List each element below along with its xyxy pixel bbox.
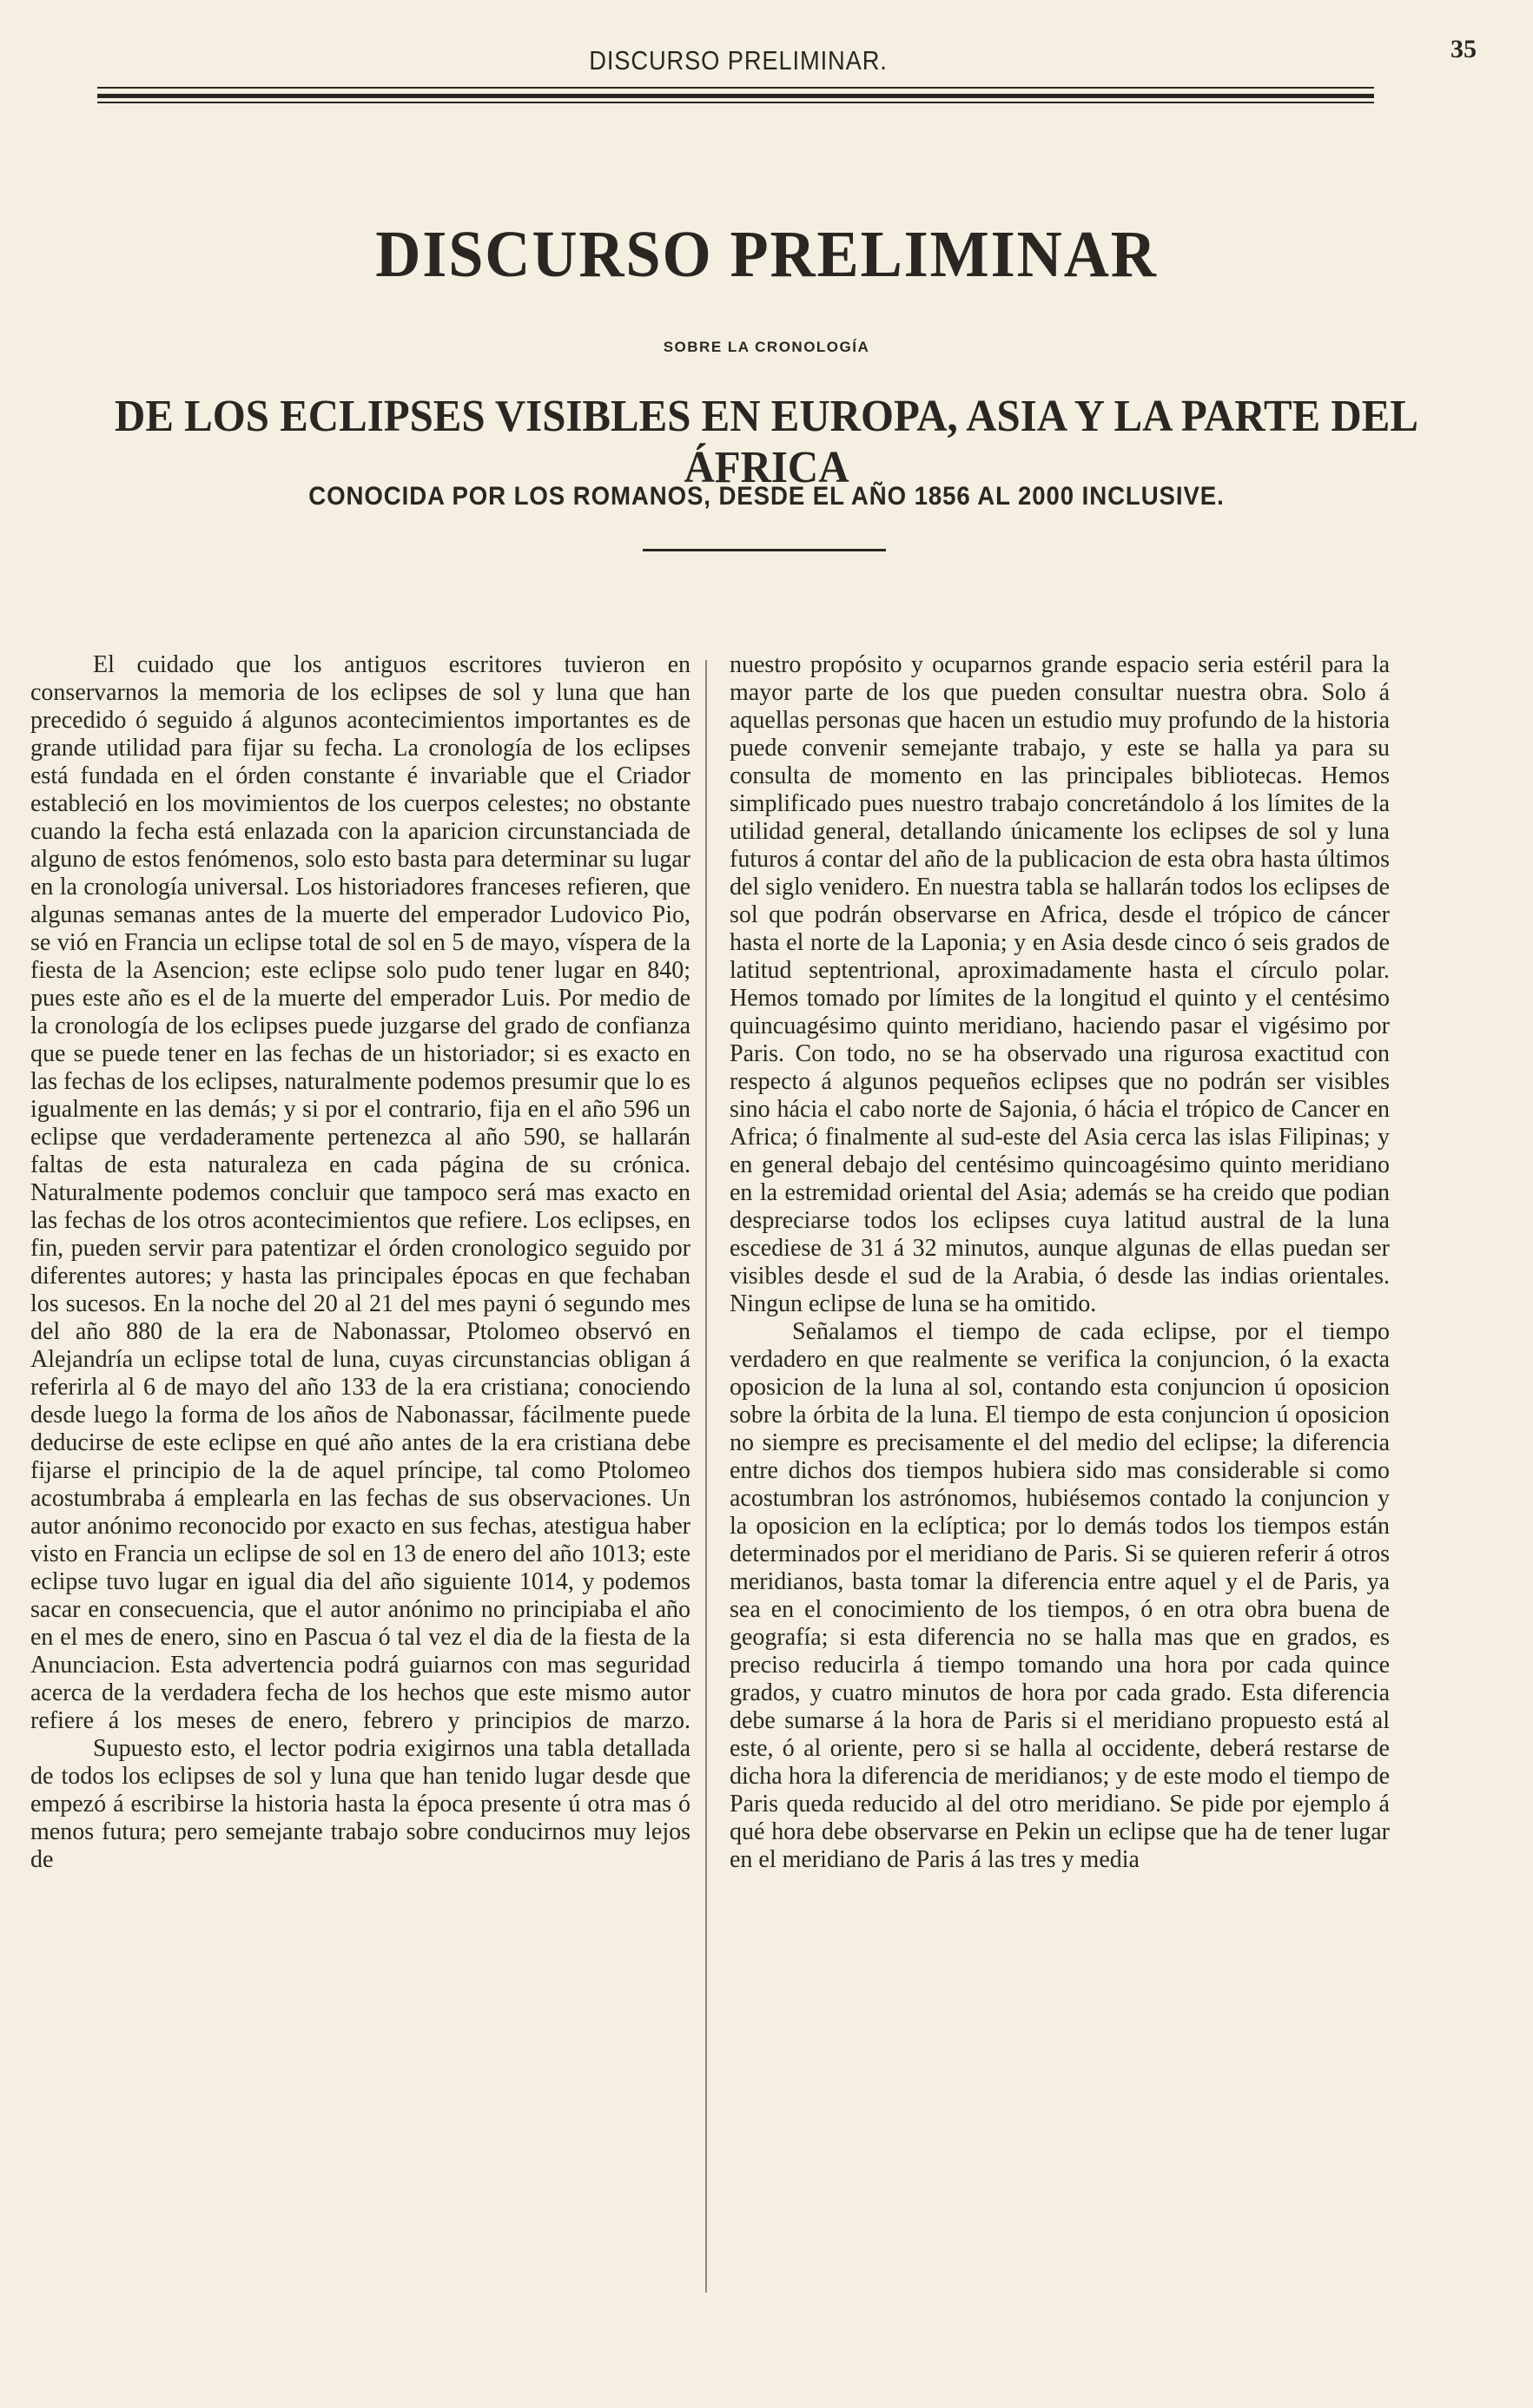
header-rule-thin <box>97 87 1374 89</box>
header-rule-thin-lower <box>97 102 1374 103</box>
title-rule <box>643 549 886 551</box>
page-number: 35 <box>1450 35 1477 63</box>
subtitle-subject: DE LOS ECLIPSES VISIBLES EN EUROPA, ASIA Y LA PARTE DEL ÁFRICA <box>115 392 1418 492</box>
subtitle-range: CONOCIDA POR LOS ROMANOS, DESDE EL AÑO 1856 AL 2000 INCLUSIVE. <box>308 482 1225 511</box>
right-column <box>730 651 1390 1874</box>
subtitle-over: SOBRE LA CRONOLOGÍA <box>663 339 870 355</box>
running-head: DISCURSO PRELIMINAR. <box>589 45 888 76</box>
page-header <box>0 0 1533 113</box>
column-divider <box>705 660 707 2293</box>
header-rule-thick <box>97 94 1374 98</box>
paragraph: nuestro propósito y ocuparnos grande espacio seria estéril para la mayor parte de los que pueden consultar nuestra obra. Solo á aquellas personas que hacen un estudio muy profundo de la historia puede convenir semejante trabajo, y este se halla ya para su consulta de momento en las principales bibliotecas. Hemos simplificado pues nuestro trabajo concretándolo á los límites de la utilidad general, detallando únicamente los eclipses de sol y luna futuros á contar del año de la publicacion de esta obra hasta últimos del siglo venidero. En nuestra tabla se hallarán todos los eclipses de sol que podrán observarse en Africa, desde el trópico de cáncer hasta el norte de la Laponia; y en Asia desde cinco ó seis grados de latitud septentrional, aproximadamente hasta el círculo polar. Hemos tomado por límites de la longitud el quinto y el centésimo quincuagésimo quinto meridiano, haciendo pasar el vigésimo por Paris. Con todo, no se ha observado una rigurosa exactitud con respecto á algunos pequeños eclipses que no podrán ser visibles sino hácia el cabo norte de Sajonia, ó hácia el trópico de Cancer en Africa; ó finalmente al sud-este del Asia cerca las islas Filipinas; y en general debajo del centésimo quincoagésimo quinto meridiano en la estremidad oriental del Asia; además se ha creido que podian despreciarse todos los eclipses cuya latitud austral de la luna escediese de 31 á 32 minutos, aunque algunas de ellas puedan ser visibles desde el sud de la Arabia, ó desde las indias orientales. Ningun eclipse de luna se ha omitido. <box>730 651 1390 1317</box>
paragraph: El cuidado que los antiguos escritores tuvieron en conservarnos la memoria de los eclipses de sol y luna que han precedido ó seguido á algunos acontecimientos importantes es de grande utilidad para fijar su fecha. La cronología de los eclipses está fundada en el órden constante é invariable que el Criador estableció en los movimientos de los cuerpos celestes; no obstante cuando la fecha está enlazada con la aparicion circunstanciada de alguno de estos fenómenos, solo esto basta para determinar su lugar en la cronología universal. Los historiadores franceses refieren, que algunas semanas antes de la muerte del emperador Ludovico Pio, se vió en Francia un eclipse total de sol en 5 de mayo, víspera de la fiesta de la Asencion; este eclipse solo pudo tener lugar en 840; pues este año es el de la muerte del emperador Luis. Por medio de la cronología de los eclipses puede juzgarse del grado de confianza que se puede tener en las fechas de un historiador; si es exacto en las fechas de los eclipses, naturalmente podemos presumir que lo es igualmente en las demás; y si por el contrario, fija en el año 596 un eclipse que verdaderamente pertenezca al año 590, se hallarán faltas de esta naturaleza en cada página de su crónica. Naturalmente podemos concluir que tampoco será mas exacto en las fechas de los otros acontecimientos que refiere. Los eclipses, en fin, pueden servir para patentizar el órden cronologico seguido por diferentes autores; y hasta las principales épocas en que fechaban los sucesos. En la noche del 20 al 21 del mes payni ó segundo mes del año 880 de la era de Nabonassar, Ptolomeo observó en Alejandría un eclipse total de luna, cuyas circunstancias obligan á referirla al 6 de mayo del año 133 de la era cristiana; conociendo desde luego la forma de los años de Nabonassar, fácilmente puede deducirse de este eclipse en qué año antes de la era cristiana debe fijarse el principio de la de aquel príncipe, tal como Ptolomeo acostumbraba á emplearla en las fechas de sus observaciones. Un autor anónimo reconocido por exacto en sus fechas, atestigua haber visto en Francia un eclipse de sol en 13 de enero del año 1013; este eclipse tuvo lugar en igual dia del año siguiente 1014, y podemos sacar en consecuencia, que el autor anónimo no principiaba el año en el mes de enero, sino en Pascua ó tal vez el dia de la fiesta de la Anunciacion. Esta advertencia podrá guiarnos con mas seguridad acerca de la verdadera fecha de los hechos que este mismo autor refiere á los meses de enero, febrero y principios de marzo. <box>30 651 691 1734</box>
left-column <box>30 651 691 1874</box>
paragraph: Supuesto esto, el lector podria exigirnos una tabla detallada de todos los eclipses de sol y luna que han tenido lugar desde que empezó á escribirse la historia hasta la época presente ú otra mas ó menos futura; pero semejante trabajo sobre conducirnos muy lejos de <box>30 1735 691 1873</box>
paragraph: Señalamos el tiempo de cada eclipse, por el tiempo verdadero en que realmente se verifica la conjuncion, ó la exacta oposicion de la luna al sol, contando esta conjuncion ú oposicion sobre la órbita de la luna. El tiempo de esta conjuncion ú oposicion no siempre es precisamente el del medio del eclipse; la diferencia entre dichos dos tiempos hubiera sido mas considerable si como acostumbran los astrónomos, hubiésemos contado la conjuncion y la oposicion en la eclíptica; por lo demás todos los tiempos están determinados por el meridiano de Paris. Si se quieren referir á otros meridianos, basta tomar la diferencia entre aquel y el de Paris, ya sea en el conocimiento de los tiempos, ó en otra obra buena de geografía; si esta diferencia no se halla mas que en grados, es preciso reducirla á tiempo tomando una hora por cada quince grados, y cuatro minutos de hora por cada grado. Esta diferencia debe sumarse á la hora de Paris si el meridiano propuesto está al este, ó al oriente, pero si se halla al occidente, deberá restarse de dicha hora la diferencia de meridianos; y de este modo el tiempo de Paris queda reducido al del otro meridiano. Se pide por ejemplo á qué hora debe observarse en Pekin un eclipse que ha de tener lugar en el meridiano de Paris á las tres y media <box>730 1318 1390 1873</box>
main-title: DISCURSO PRELIMINAR <box>375 218 1158 291</box>
